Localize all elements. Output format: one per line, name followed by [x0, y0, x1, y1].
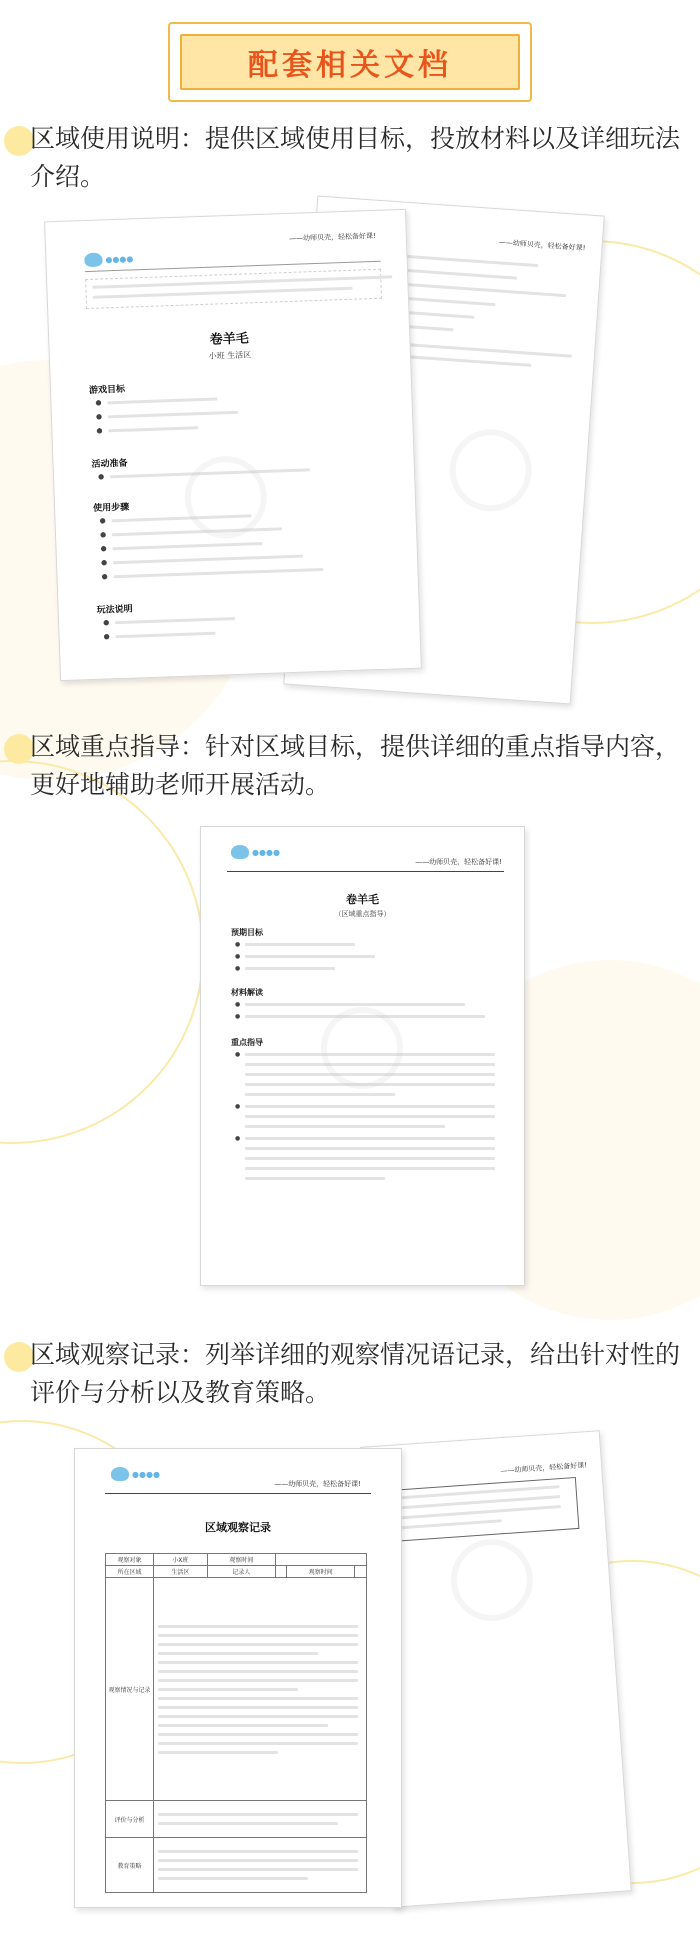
text-line	[113, 555, 303, 565]
section-heading: 重点指导	[231, 1038, 263, 1047]
bullet-dot: ●	[235, 1013, 241, 1020]
notice-box	[85, 269, 382, 309]
text-line	[158, 1697, 358, 1700]
table-row	[106, 1838, 367, 1893]
text-line	[245, 943, 355, 946]
text-line	[245, 1147, 495, 1150]
table-cell-record	[153, 1578, 366, 1801]
text-line	[245, 1157, 495, 1160]
bullet-dot: ●	[95, 398, 102, 407]
text-line	[93, 287, 353, 299]
text-line	[158, 1652, 318, 1655]
text-line	[116, 632, 216, 638]
text-line	[115, 617, 235, 624]
table-cell	[355, 1566, 367, 1578]
text-line	[158, 1813, 358, 1816]
text-line	[108, 426, 198, 432]
table-cell: 记录人	[207, 1566, 275, 1578]
text-line	[158, 1670, 358, 1673]
section-description-observation: 区域观察记录：列举详细的观察情况语记录，给出针对性的评价与分析以及教育策略。	[10, 1336, 690, 1412]
text-line	[245, 1115, 495, 1118]
logo-icon	[231, 845, 249, 859]
logo-icon	[84, 252, 102, 267]
bullet-dot: ●	[100, 558, 108, 567]
bullet-dot: ●	[101, 572, 108, 581]
table-cell: 所在区域	[106, 1566, 154, 1578]
bullet-dot: ●	[235, 1103, 241, 1110]
text-line	[158, 1679, 358, 1682]
text-line	[158, 1634, 358, 1637]
text-line	[158, 1724, 328, 1727]
text-line	[158, 1850, 358, 1853]
doc2-page	[200, 826, 525, 1286]
table-cell: 教育策略	[106, 1838, 154, 1893]
text-line	[158, 1733, 358, 1736]
bullet-dot: ●	[235, 965, 241, 972]
bullet-dot: ●	[103, 632, 110, 641]
table-cell: 观察时间	[207, 1554, 275, 1566]
text-line	[245, 1167, 495, 1170]
header-rule	[227, 871, 504, 872]
table-cell: 评价与分析	[106, 1801, 154, 1838]
doc-slogan: ——幼师贝壳，轻松备好课!	[415, 858, 502, 866]
section-description-usage: 区域使用说明：提供区域使用目标，投放材料以及详细玩法介绍。	[10, 120, 690, 196]
text-line	[113, 568, 323, 578]
text-line	[158, 1742, 358, 1745]
text-line	[158, 1751, 278, 1754]
doc-title: 卷羊毛	[209, 331, 250, 348]
logo-icon	[111, 1467, 129, 1481]
table-cell: 观察时间	[287, 1566, 355, 1578]
table-row	[106, 1578, 367, 1801]
text-line	[245, 955, 375, 958]
bullet-dot: ●	[235, 1001, 241, 1008]
logo	[111, 1467, 160, 1481]
table-cell: 观察对象	[106, 1554, 154, 1566]
bullet-dot: ●	[99, 530, 107, 539]
header-rule	[105, 1493, 371, 1494]
table-cell	[275, 1554, 366, 1566]
doc-slogan: ——幼师贝壳，轻松备好课!	[288, 231, 376, 243]
bg-ring	[0, 760, 204, 1144]
text-line	[245, 1177, 385, 1180]
text-line	[158, 1625, 358, 1628]
text-line	[158, 1859, 358, 1862]
text-line	[158, 1643, 358, 1646]
text-line	[107, 398, 217, 405]
text-line	[158, 1822, 338, 1825]
table-cell-eval	[153, 1801, 366, 1838]
logo-text: ●●●●	[252, 847, 280, 857]
section-heading: 预期目标	[231, 928, 263, 937]
doc-slogan: ——幼师贝壳，轻松备好课!	[498, 238, 586, 253]
text-line	[245, 1003, 465, 1006]
header-inner	[180, 34, 520, 90]
table-cell: 生活区	[153, 1566, 207, 1578]
watermark	[448, 1536, 536, 1624]
doc-slogan: ——幼师贝壳，轻松备好课!	[274, 1480, 361, 1488]
text-line	[245, 1093, 395, 1096]
doc1-front-page	[44, 209, 422, 681]
doc-title: 区域观察记录	[205, 1521, 271, 1534]
bullet-dot: ●	[95, 412, 103, 421]
table-cell: 小X班	[153, 1554, 207, 1566]
table-row	[106, 1566, 367, 1578]
table-cell-strategy	[153, 1838, 366, 1893]
observation-table	[105, 1553, 367, 1893]
logo-text: ●●●●	[132, 1469, 160, 1479]
table-cell	[275, 1566, 287, 1578]
logo	[231, 845, 280, 859]
text-line	[245, 1125, 445, 1128]
section-heading: 玩法说明	[96, 604, 133, 616]
doc-subtitle: 小班 生活区	[208, 350, 252, 361]
watermark	[321, 1007, 403, 1089]
table-row	[106, 1801, 367, 1838]
watermark	[183, 455, 268, 540]
doc-title: 卷羊毛	[346, 893, 379, 906]
text-line	[158, 1706, 358, 1709]
doc-slogan: ——幼师贝壳，轻松备好课!	[500, 1461, 588, 1476]
section-heading: 游戏目标	[88, 384, 126, 396]
watermark	[447, 427, 535, 515]
bullet-dot: ●	[100, 544, 107, 553]
section-heading: 材料解读	[231, 988, 263, 997]
text-line	[158, 1868, 358, 1871]
bullet-dot: ●	[235, 953, 241, 960]
section-heading: 活动准备	[91, 458, 128, 470]
bullet-dot: ●	[97, 472, 105, 481]
header-banner	[168, 22, 532, 102]
logo	[84, 251, 133, 267]
bullet-dot: ●	[102, 618, 110, 627]
table-row	[106, 1554, 367, 1566]
text-line	[108, 411, 238, 419]
table-fragment	[374, 1477, 579, 1543]
text-line	[158, 1661, 358, 1664]
text-line	[112, 527, 282, 536]
doc-subtitle: （区域重点指导）	[334, 910, 391, 918]
bullet-dot: ●	[235, 1051, 241, 1058]
text-line	[245, 1137, 495, 1140]
page-title: 配套相关文档	[248, 48, 452, 83]
bullet-dot: ●	[99, 516, 106, 525]
logo-text: ●●●●	[105, 253, 134, 264]
text-line	[245, 967, 335, 970]
text-line	[158, 1715, 358, 1718]
text-line	[158, 1877, 308, 1880]
bullet-dot: ●	[235, 941, 241, 948]
text-line	[245, 1105, 495, 1108]
section-heading: 使用步骤	[92, 502, 130, 514]
doc3-front-page	[74, 1448, 402, 1908]
bullet-dot: ●	[235, 1135, 241, 1142]
text-line	[158, 1688, 298, 1691]
text-line	[112, 542, 262, 550]
section-description-guidance: 区域重点指导：针对区域目标，提供详细的重点指导内容，更好地辅助老师开展活动。	[10, 728, 690, 804]
table-cell: 观察情况与记录	[106, 1578, 154, 1801]
bullet-dot: ●	[96, 426, 103, 435]
